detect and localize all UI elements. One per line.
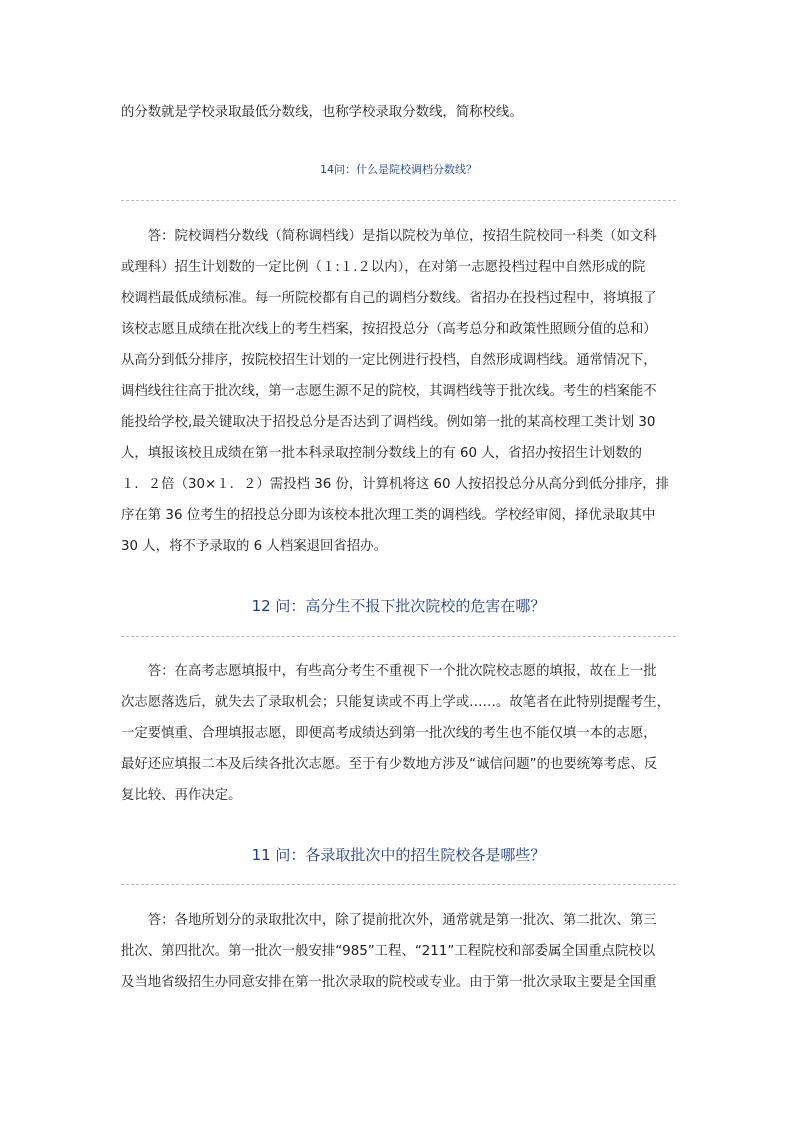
section-divider <box>121 636 676 637</box>
answer-line: 30 人，将不予录取的 6 人档案退回省招办。 <box>121 539 387 554</box>
answer-line: 或理科）招生计划数的一定比例（１:１.２以内），在对第一志愿投档过程中自然形成的院 <box>121 260 646 275</box>
answer-line: 校调档最低成绩标准。每一所院校都有自己的调档分数线。省招办在投档过程中，将填报了 <box>121 291 657 306</box>
answer-line: １．２倍（30×１．２）需投档 36 份，计算机将这 60 人按招投总分从高分到低分排序，排 <box>121 477 670 492</box>
answer-line: 批次、第四批次。第一批次一般安排“985”工程、“211”工程院校和部委属全国重点院校以 <box>121 944 656 959</box>
answer-line: 调档线往往高于批次线，第一志愿生源不足的院校，其调档线等于批次线。考生的档案能不 <box>121 384 657 399</box>
answer-block-11 <box>121 912 676 1002</box>
answer-line: 能投给学校,最关键取决于招投总分是否达到了调档线。例如第一批的某高校理工类计划 30 <box>121 415 656 430</box>
answer-line: 序在第 36 位考生的招投总分即为该校本批次理工类的调档线。学校经审阅，择优录取其中 <box>121 508 656 523</box>
answer-line: 复比较、再作决定。 <box>121 788 242 803</box>
section-divider <box>121 884 676 885</box>
answer-line: 答：在高考志愿填报中，有些高分考生不重视下一个批次院校志愿的填报，故在上一批 <box>121 664 657 679</box>
answer-line: 次志愿落选后，就失去了录取机会；只能复读或不再上学或……。故笔者在此特别提醒考生， <box>121 695 671 710</box>
answer-line: 该校志愿且成绩在批次线上的考生档案，按招投总分（高考总分和政策性照顾分值的总和） <box>121 322 657 337</box>
section-heading-11: 11 问：各录取批次中的招生院校各是哪些？ <box>251 846 546 864</box>
answer-line: 答：院校调档分数线（简称调档线）是指以院校为单位，按招生院校同一科类（如文科 <box>121 229 657 244</box>
answer-block-14 <box>121 228 676 558</box>
intro-text-line: 的分数就是学校录取最低分数线，也称学校录取分数线，简称校线。 <box>121 105 523 120</box>
section-divider <box>121 200 676 201</box>
intro-block <box>121 104 676 124</box>
answer-line: 一定要慎重、合理填报志愿，即便高考成绩达到第一批次线的考生也不能仅填一本的志愿， <box>121 726 657 741</box>
answer-line: 答：各地所划分的录取批次中，除了提前批次外，通常就是第一批次、第二批次、第三 <box>121 913 657 928</box>
answer-line: 及当地省级招生办同意安排在第一批次录取的院校或专业。由于第一批次录取主要是全国重 <box>121 975 657 990</box>
section-heading-12: 12 问：高分生不报下批次院校的危害在哪？ <box>251 597 546 615</box>
answer-line: 人，填报该校且成绩在第一批本科录取控制分数线上的有 60 人，省招办按招生计划数的 <box>121 446 643 461</box>
answer-line: 最好还应填报二本及后续各批次志愿。至于有少数地方涉及“诚信问题”的也要统筹考虑、反 <box>121 757 658 772</box>
answer-block-12 <box>121 663 676 813</box>
section-heading-14: 14问：什么是院校调档分数线？ <box>320 163 477 176</box>
answer-line: 从高分到低分排序，按院校招生计划的一定比例进行投档，自然形成调档线。通常情况下， <box>121 353 657 368</box>
